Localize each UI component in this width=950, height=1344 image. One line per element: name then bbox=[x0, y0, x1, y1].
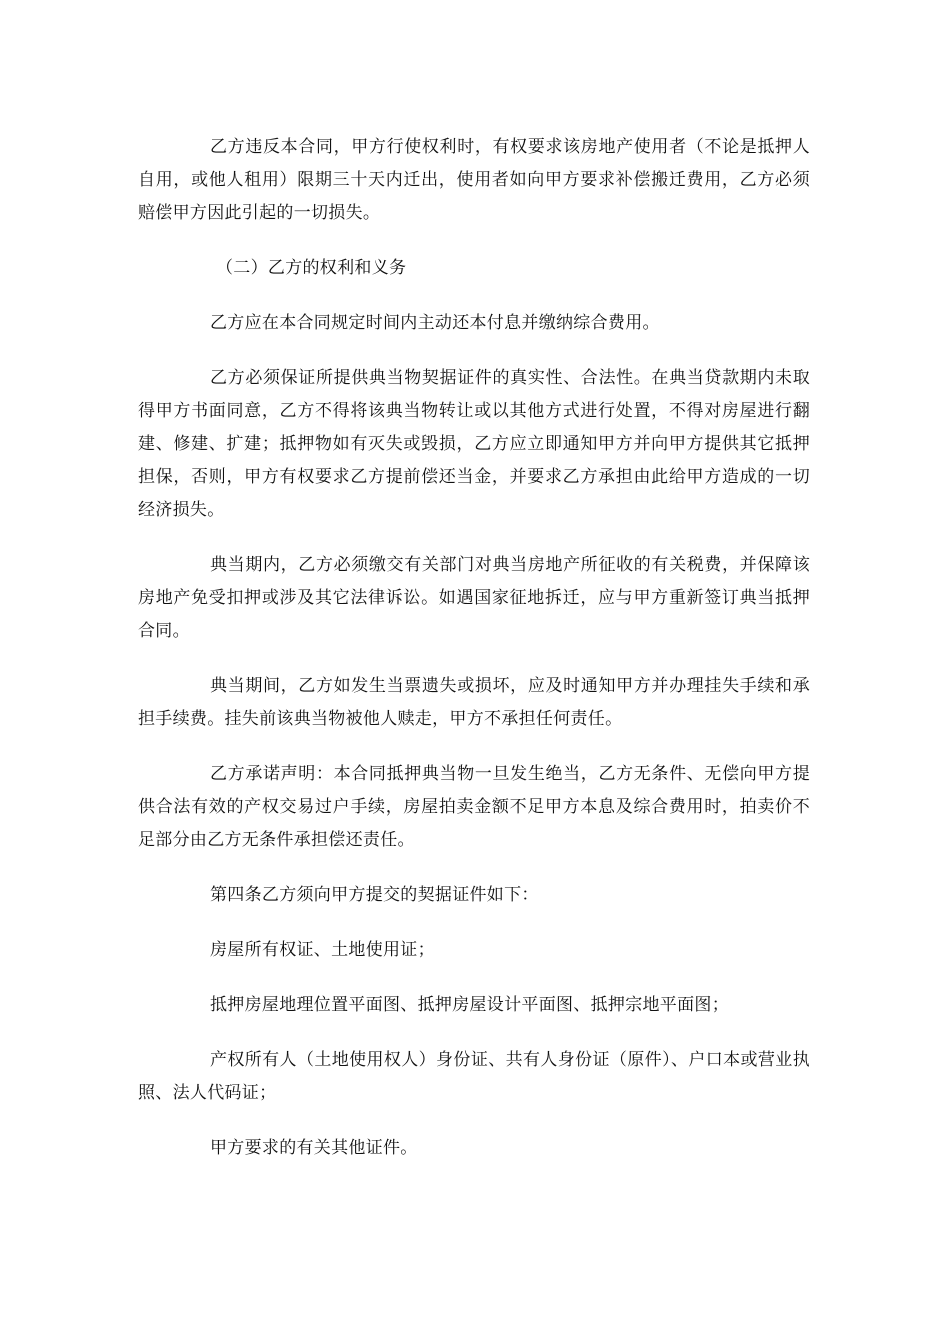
section-heading-rights-obligations: （二）乙方的权利和义务 bbox=[216, 258, 407, 278]
paragraph-article-four: 第四条乙方须向甲方提交的契据证件如下： bbox=[210, 885, 539, 905]
paragraph-repayment: 乙方应在本合同规定时间内主动还本付息并缴纳综合费用。 bbox=[210, 313, 660, 333]
paragraph-commitment: 乙方承诺声明：本合同抵押典当物一旦发生绝当，乙方无条件、无偿向甲方提供合法有效的产权交易过户手续，房屋拍卖金额不足甲方本息及综合费用时，拍卖价不足部分由乙方无条件承担偿还责任。 bbox=[138, 764, 810, 850]
list-item-identity-documents: 产权所有人（土地使用权人）身份证、共有人身份证（原件）、户口本或营业执照、法人代码证； bbox=[138, 1050, 810, 1103]
paragraph-ticket-loss: 典当期间，乙方如发生当票遗失或损坏，应及时通知甲方并办理挂失手续和承担手续费。挂失前该典当物被他人赎走，甲方不承担任何责任。 bbox=[138, 676, 810, 729]
document-body bbox=[138, 131, 810, 1187]
paragraph-document-authenticity: 乙方必须保证所提供典当物契据证件的真实性、合法性。在典当贷款期内未取得甲方书面同意，乙方不得将该典当物转让或以其他方式进行处置，不得对房屋进行翻建、修建、扩建；抵押物如有灭失或毁损，乙方应立即通知甲方并向甲方提供其它抵押担保，否则，甲方有权要求乙方提前偿还当金，并要求乙方承担由此给甲方造成的一切经济损失。 bbox=[138, 368, 810, 520]
list-item-property-certificate: 房屋所有权证、土地使用证； bbox=[210, 940, 435, 960]
paragraph-relocation-clause: 乙方违反本合同，甲方行使权利时，有权要求该房地产使用者（不论是抵押人自用，或他人租用）限期三十天内迁出，使用者如向甲方要求补偿搬迁费用，乙方必须赔偿甲方因此引起的一切损失。 bbox=[138, 137, 810, 223]
list-item-floor-plans: 抵押房屋地理位置平面图、抵押房屋设计平面图、抵押宗地平面图； bbox=[210, 995, 729, 1015]
list-item-other-documents: 甲方要求的有关其他证件。 bbox=[210, 1138, 418, 1158]
paragraph-taxes: 典当期内，乙方必须缴交有关部门对典当房地产所征收的有关税费，并保障该房地产免受扣押或涉及其它法律诉讼。如遇国家征地拆迁，应与甲方重新签订典当抵押合同。 bbox=[138, 555, 810, 641]
